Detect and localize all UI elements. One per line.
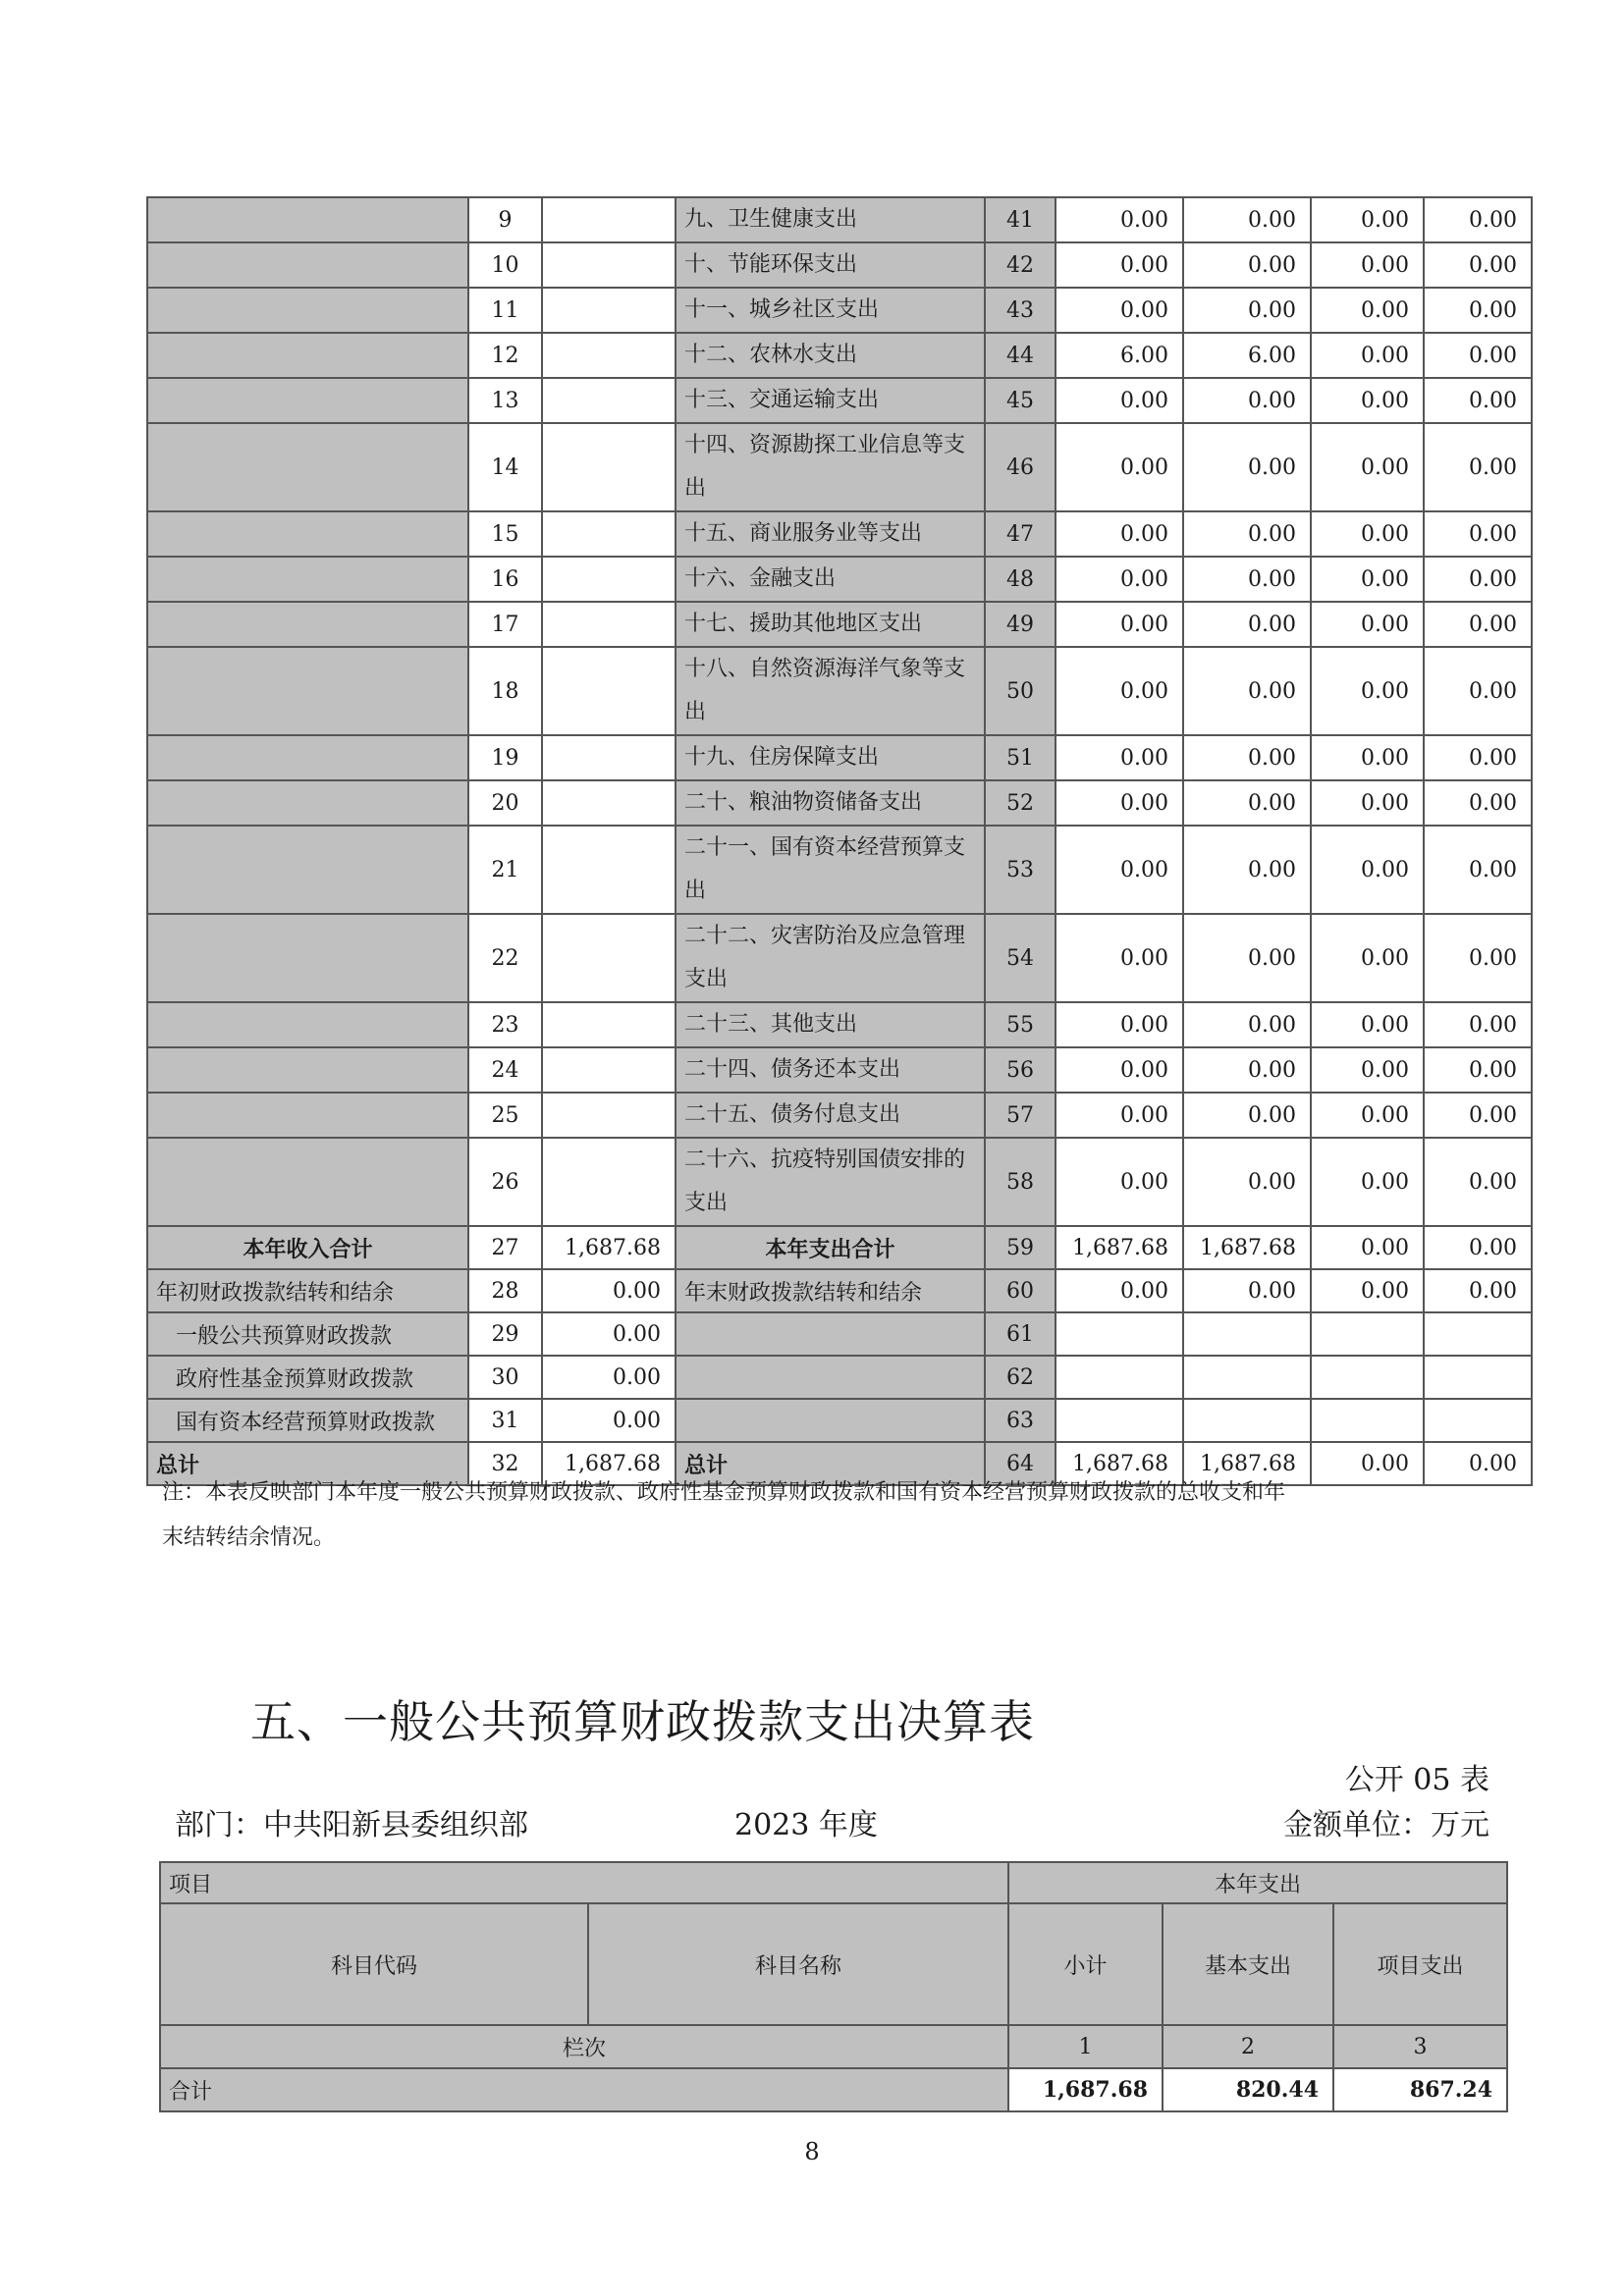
expense-general-budget: 0.00 (1183, 1002, 1311, 1047)
income-item-cell (147, 197, 468, 242)
expense-item: 十六、金融支出 (676, 557, 985, 602)
income-amount (542, 197, 676, 242)
expense-state-capital: 0.00 (1424, 511, 1532, 557)
income-item-cell (147, 288, 468, 333)
expense-general-budget: 0.00 (1183, 780, 1311, 826)
page-number: 8 (804, 2138, 820, 2165)
expense-total: 0.00 (1056, 242, 1183, 288)
expense-item: 十八、自然资源海洋气象等支出 (676, 647, 985, 735)
expense-total: 0.00 (1056, 1047, 1183, 1093)
expense-gov-fund: 0.00 (1311, 826, 1424, 914)
expense-general-budget: 0.00 (1183, 378, 1311, 423)
expense-item: 十一、城乡社区支出 (676, 288, 985, 333)
carryover-label: 年初财政拨款结转和结余 (147, 1269, 468, 1312)
expense-total: 0.00 (1056, 826, 1183, 914)
expense-row-number: 42 (985, 242, 1056, 288)
carryover-row (147, 1269, 1532, 1312)
expense-total (1056, 1356, 1183, 1399)
expense-row-number: 50 (985, 647, 1056, 735)
expense-general-budget: 0.00 (1183, 1093, 1311, 1138)
income-item-cell (147, 242, 468, 288)
income-item-cell (147, 1093, 468, 1138)
expense-gov-fund: 0.00 (1311, 602, 1424, 647)
expense-gov-fund: 0.00 (1311, 333, 1424, 378)
expense-row-number: 52 (985, 780, 1056, 826)
expense-item: 十九、住房保障支出 (676, 735, 985, 780)
expense-general-budget: 0.00 (1183, 288, 1311, 333)
header-row-1 (160, 1862, 1507, 1903)
expense-gov-fund: 0.00 (1311, 511, 1424, 557)
note-line-2: 末结转结余情况。 (162, 1525, 336, 1550)
col-1: 1 (1008, 2025, 1163, 2068)
expense-gov-fund: 0.00 (1311, 288, 1424, 333)
expense-state-capital: 0.00 (1424, 1093, 1532, 1138)
expense-row-number: 48 (985, 557, 1056, 602)
expense-general-budget: 0.00 (1183, 557, 1311, 602)
table-row (147, 288, 1532, 333)
expense-gov-fund: 0.00 (1311, 423, 1424, 511)
expense-total: 0.00 (1056, 647, 1183, 735)
income-amount (542, 557, 676, 602)
income-item-cell (147, 914, 468, 1002)
expense-row-number: 64 (985, 1442, 1056, 1485)
expense-row-number: 43 (985, 288, 1056, 333)
expense-state-capital: 0.00 (1424, 780, 1532, 826)
expense-total: 0.00 (1056, 1269, 1183, 1312)
expense-gov-fund: 0.00 (1311, 557, 1424, 602)
expense-state-capital: 0.00 (1424, 1226, 1532, 1269)
income-amount (542, 914, 676, 1002)
expense-total: 0.00 (1056, 1093, 1183, 1138)
expense-total: 1,687.68 (1056, 1226, 1183, 1269)
income-item-cell (147, 378, 468, 423)
expense-gov-fund: 0.00 (1311, 735, 1424, 780)
income-row-number: 18 (468, 647, 542, 735)
expense-state-capital (1424, 1399, 1532, 1442)
income-row-number: 28 (468, 1269, 542, 1312)
expense-state-capital: 0.00 (1424, 242, 1532, 288)
expense-total: 0.00 (1056, 1002, 1183, 1047)
expense-total (1056, 1312, 1183, 1356)
expense-total: 0.00 (1056, 557, 1183, 602)
income-row-number: 32 (468, 1442, 542, 1485)
year-label: 2023 年度 (734, 1808, 878, 1842)
table-row (147, 1093, 1532, 1138)
expense-gov-fund: 0.00 (1311, 914, 1424, 1002)
income-amount (542, 288, 676, 333)
carryover-label: 国有资本经营预算财政拨款 (147, 1399, 468, 1442)
total-row (160, 2068, 1507, 2111)
income-row-number: 22 (468, 914, 542, 1002)
expense-general-budget: 0.00 (1183, 735, 1311, 780)
income-total-label: 本年收入合计 (147, 1226, 468, 1269)
expense-total: 1,687.68 (1056, 1442, 1183, 1485)
expense-general-budget: 6.00 (1183, 333, 1311, 378)
expense-item: 十五、商业服务业等支出 (676, 511, 985, 557)
income-amount: 1,687.68 (542, 1442, 676, 1485)
expense-total (1056, 1399, 1183, 1442)
expense-state-capital: 0.00 (1424, 602, 1532, 647)
expense-general-budget: 0.00 (1183, 914, 1311, 1002)
expense-general-budget (1183, 1399, 1311, 1442)
expense-row-number: 63 (985, 1399, 1056, 1442)
carryover-row (147, 1356, 1532, 1399)
expense-total-label: 本年支出合计 (676, 1226, 985, 1269)
income-row-number: 31 (468, 1399, 542, 1442)
expense-row-number: 51 (985, 735, 1056, 780)
expense-row-number: 44 (985, 333, 1056, 378)
income-row-number: 24 (468, 1047, 542, 1093)
col-2: 2 (1163, 2025, 1333, 2068)
expense-gov-fund: 0.00 (1311, 780, 1424, 826)
income-item-cell (147, 602, 468, 647)
expense-item: 十四、资源勘探工业信息等支出 (676, 423, 985, 511)
table-note (162, 1470, 1340, 1561)
income-amount (542, 1093, 676, 1138)
expense-item: 二十二、灾害防治及应急管理支出 (676, 914, 985, 1002)
income-item-cell (147, 826, 468, 914)
income-total-row (147, 1226, 1532, 1269)
table-row (147, 378, 1532, 423)
income-row-number: 27 (468, 1226, 542, 1269)
income-amount (542, 735, 676, 780)
expense-gov-fund (1311, 1356, 1424, 1399)
expense-state-capital: 0.00 (1424, 826, 1532, 914)
column-index-row (160, 2025, 1507, 2068)
expense-item: 二十五、债务付息支出 (676, 1093, 985, 1138)
income-item-cell (147, 647, 468, 735)
expense-row-number: 41 (985, 197, 1056, 242)
expense-total-label: 总计 (676, 1442, 985, 1485)
expense-total: 0.00 (1056, 378, 1183, 423)
income-expense-table (146, 196, 1533, 1486)
expense-general-budget: 0.00 (1183, 1138, 1311, 1226)
income-row-number: 14 (468, 423, 542, 511)
expense-general-budget: 0.00 (1183, 826, 1311, 914)
expense-total: 0.00 (1056, 197, 1183, 242)
table-row (147, 1138, 1532, 1226)
income-amount (542, 826, 676, 914)
expense-item: 二十、粮油物资储备支出 (676, 780, 985, 826)
expense-carryover-label (676, 1399, 985, 1442)
expense-carryover-label (676, 1356, 985, 1399)
income-row-number: 23 (468, 1002, 542, 1047)
income-amount (542, 1047, 676, 1093)
expense-state-capital: 0.00 (1424, 1138, 1532, 1226)
expense-carryover-label: 年末财政拨款结转和结余 (676, 1269, 985, 1312)
basic-header: 基本支出 (1163, 1903, 1333, 2025)
table-row (147, 602, 1532, 647)
income-item-cell (147, 1047, 468, 1093)
general-budget-expenditure-table (159, 1861, 1508, 2112)
income-row-number: 17 (468, 602, 542, 647)
expense-item: 九、卫生健康支出 (676, 197, 985, 242)
expense-state-capital: 0.00 (1424, 1269, 1532, 1312)
department-label: 部门：中共阳新县委组织部 (175, 1808, 528, 1842)
table-row (147, 557, 1532, 602)
expense-total: 0.00 (1056, 511, 1183, 557)
expense-row-number: 53 (985, 826, 1056, 914)
expense-item: 十二、农林水支出 (676, 333, 985, 378)
table-row (147, 914, 1532, 1002)
expense-state-capital: 0.00 (1424, 288, 1532, 333)
income-item-cell (147, 333, 468, 378)
expense-general-budget (1183, 1312, 1311, 1356)
expense-item: 十三、交通运输支出 (676, 378, 985, 423)
table-row (147, 1002, 1532, 1047)
carryover-row (147, 1399, 1532, 1442)
project-exp-header: 项目支出 (1333, 1903, 1507, 2025)
table-row (147, 242, 1532, 288)
expense-total: 0.00 (1056, 288, 1183, 333)
income-amount (542, 511, 676, 557)
note-line-1: 注：本表反映部门本年度一般公共预算财政拨款、政府性基金预算财政拨款和国有资本经营预算财政拨款的总收支和年 (162, 1480, 1286, 1505)
expense-row-number: 62 (985, 1356, 1056, 1399)
expense-total: 6.00 (1056, 333, 1183, 378)
current-exp-header: 本年支出 (1008, 1862, 1507, 1903)
income-row-number: 25 (468, 1093, 542, 1138)
table-row (147, 423, 1532, 511)
expense-carryover-label (676, 1312, 985, 1356)
expense-state-capital: 0.00 (1424, 1442, 1532, 1485)
expense-item: 十、节能环保支出 (676, 242, 985, 288)
income-amount (542, 647, 676, 735)
expense-row-number: 55 (985, 1002, 1056, 1047)
expense-gov-fund: 0.00 (1311, 1226, 1424, 1269)
income-row-number: 15 (468, 511, 542, 557)
income-amount (542, 1002, 676, 1047)
income-row-number: 12 (468, 333, 542, 378)
income-amount (542, 780, 676, 826)
income-row-number: 30 (468, 1356, 542, 1399)
expense-state-capital: 0.00 (1424, 557, 1532, 602)
income-item-cell (147, 1002, 468, 1047)
col-label: 栏次 (160, 2025, 1008, 2068)
income-row-number: 21 (468, 826, 542, 914)
table-row (147, 780, 1532, 826)
table-row (147, 826, 1532, 914)
expense-total: 0.00 (1056, 602, 1183, 647)
expense-state-capital: 0.00 (1424, 423, 1532, 511)
total-project: 867.24 (1333, 2068, 1507, 2111)
expense-general-budget: 0.00 (1183, 1047, 1311, 1093)
expense-row-number: 59 (985, 1226, 1056, 1269)
unit-label: 金额单位：万元 (1283, 1808, 1489, 1842)
expense-row-number: 57 (985, 1093, 1056, 1138)
expense-general-budget: 0.00 (1183, 647, 1311, 735)
expense-row-number: 46 (985, 423, 1056, 511)
project-header: 项目 (160, 1862, 1008, 1903)
income-row-number: 11 (468, 288, 542, 333)
expense-gov-fund: 0.00 (1311, 197, 1424, 242)
table-row (147, 735, 1532, 780)
table-row (147, 1047, 1532, 1093)
name-header: 科目名称 (588, 1903, 1008, 2025)
income-total-label: 总计 (147, 1442, 468, 1485)
income-item-cell (147, 780, 468, 826)
carryover-row (147, 1312, 1532, 1356)
expense-total: 0.00 (1056, 735, 1183, 780)
expense-gov-fund: 0.00 (1311, 1442, 1424, 1485)
carryover-label: 政府性基金预算财政拨款 (147, 1356, 468, 1399)
expense-general-budget: 0.00 (1183, 423, 1311, 511)
expense-state-capital (1424, 1356, 1532, 1399)
header-row-2 (160, 1903, 1507, 2025)
table-row (147, 197, 1532, 242)
expense-row-number: 56 (985, 1047, 1056, 1093)
expense-state-capital: 0.00 (1424, 333, 1532, 378)
expense-general-budget: 0.00 (1183, 197, 1311, 242)
income-row-number: 13 (468, 378, 542, 423)
income-amount (542, 423, 676, 511)
expense-state-capital: 0.00 (1424, 735, 1532, 780)
expense-item: 二十四、债务还本支出 (676, 1047, 985, 1093)
table-row (147, 647, 1532, 735)
code-header: 科目代码 (160, 1903, 588, 2025)
total-basic: 820.44 (1163, 2068, 1333, 2111)
income-amount (542, 378, 676, 423)
expense-gov-fund: 0.00 (1311, 1047, 1424, 1093)
income-row-number: 19 (468, 735, 542, 780)
expense-state-capital: 0.00 (1424, 378, 1532, 423)
expense-general-budget: 0.00 (1183, 511, 1311, 557)
expense-general-budget: 0.00 (1183, 1269, 1311, 1312)
income-row-number: 9 (468, 197, 542, 242)
income-row-number: 10 (468, 242, 542, 288)
income-amount: 0.00 (542, 1399, 676, 1442)
expense-item: 二十六、抗疫特别国债安排的支出 (676, 1138, 985, 1226)
income-amount (542, 333, 676, 378)
expense-state-capital: 0.00 (1424, 197, 1532, 242)
section-title: 五、一般公共预算财政拨款支出决算表 (250, 1695, 1035, 1748)
expense-item: 二十三、其他支出 (676, 1002, 985, 1047)
expense-general-budget: 1,687.68 (1183, 1226, 1311, 1269)
expense-row-number: 45 (985, 378, 1056, 423)
income-item-cell (147, 511, 468, 557)
expense-general-budget: 0.00 (1183, 242, 1311, 288)
carryover-label: 一般公共预算财政拨款 (147, 1312, 468, 1356)
income-row-number: 16 (468, 557, 542, 602)
income-amount (542, 602, 676, 647)
income-item-cell (147, 1138, 468, 1226)
income-amount: 0.00 (542, 1269, 676, 1312)
expense-general-budget: 0.00 (1183, 602, 1311, 647)
total-subtotal: 1,687.68 (1008, 2068, 1163, 2111)
table-id: 公开 05 表 (1344, 1763, 1489, 1797)
income-amount: 0.00 (542, 1356, 676, 1399)
expense-state-capital: 0.00 (1424, 914, 1532, 1002)
expense-gov-fund: 0.00 (1311, 1093, 1424, 1138)
expense-gov-fund: 0.00 (1311, 242, 1424, 288)
expense-row-number: 49 (985, 602, 1056, 647)
income-item-cell (147, 557, 468, 602)
subtotal-header: 小计 (1008, 1903, 1163, 2025)
expense-state-capital: 0.00 (1424, 647, 1532, 735)
expense-gov-fund: 0.00 (1311, 1138, 1424, 1226)
expense-item: 二十一、国有资本经营预算支出 (676, 826, 985, 914)
expense-item: 十七、援助其他地区支出 (676, 602, 985, 647)
income-item-cell (147, 423, 468, 511)
income-amount: 1,687.68 (542, 1226, 676, 1269)
income-item-cell (147, 735, 468, 780)
expense-state-capital: 0.00 (1424, 1047, 1532, 1093)
table-row (147, 511, 1532, 557)
expense-total: 0.00 (1056, 914, 1183, 1002)
expense-general-budget (1183, 1356, 1311, 1399)
expense-gov-fund: 0.00 (1311, 647, 1424, 735)
expense-row-number: 60 (985, 1269, 1056, 1312)
expense-total: 0.00 (1056, 780, 1183, 826)
expense-gov-fund: 0.00 (1311, 378, 1424, 423)
income-row-number: 20 (468, 780, 542, 826)
expense-row-number: 61 (985, 1312, 1056, 1356)
income-row-number: 26 (468, 1138, 542, 1226)
expense-gov-fund: 0.00 (1311, 1002, 1424, 1047)
table-row (147, 333, 1532, 378)
expense-gov-fund (1311, 1399, 1424, 1442)
expense-gov-fund: 0.00 (1311, 1269, 1424, 1312)
expense-row-number: 58 (985, 1138, 1056, 1226)
expense-state-capital (1424, 1312, 1532, 1356)
income-amount: 0.00 (542, 1312, 676, 1356)
income-row-number: 29 (468, 1312, 542, 1356)
income-amount (542, 1138, 676, 1226)
expense-row-number: 54 (985, 914, 1056, 1002)
expense-total: 0.00 (1056, 423, 1183, 511)
income-amount (542, 242, 676, 288)
expense-gov-fund (1311, 1312, 1424, 1356)
expense-total: 0.00 (1056, 1138, 1183, 1226)
expense-general-budget: 1,687.68 (1183, 1442, 1311, 1485)
total-label: 合计 (160, 2068, 1008, 2111)
expense-row-number: 47 (985, 511, 1056, 557)
col-3: 3 (1333, 2025, 1507, 2068)
expense-state-capital: 0.00 (1424, 1002, 1532, 1047)
